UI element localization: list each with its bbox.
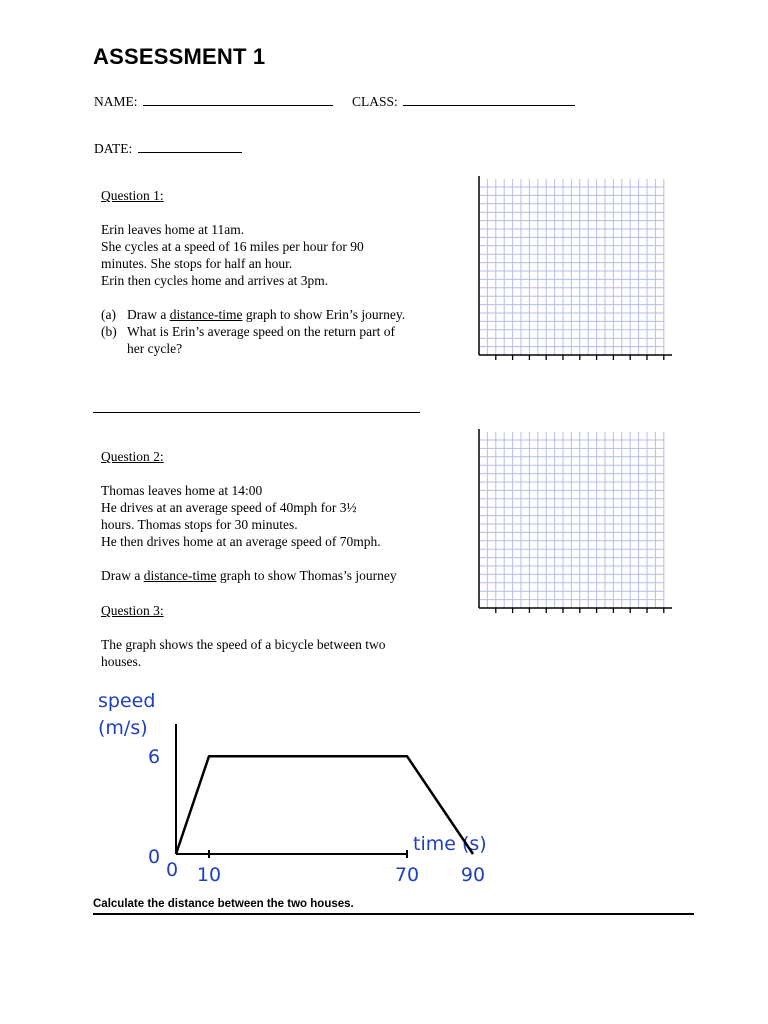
q1-part-a-label: (a) bbox=[101, 307, 116, 322]
q1-part-b-label: (b) bbox=[101, 324, 117, 339]
q2-instruction bbox=[101, 567, 471, 584]
question-2 bbox=[101, 448, 471, 584]
q1-part-a-post: graph to show Erin’s journey. bbox=[242, 307, 406, 322]
graph-paper-2[interactable] bbox=[474, 428, 676, 618]
date-field[interactable] bbox=[94, 141, 242, 157]
q1-part-b-line2: her cycle? bbox=[127, 341, 183, 356]
date-label: DATE: bbox=[94, 141, 133, 156]
x-tick-label: 90 bbox=[460, 864, 486, 886]
q3-line-1: The graph shows the speed of a bicycle between two bbox=[101, 637, 386, 652]
name-label: NAME: bbox=[94, 94, 138, 109]
question-3 bbox=[101, 602, 471, 670]
question-1 bbox=[101, 187, 471, 357]
answer-line[interactable] bbox=[93, 913, 694, 915]
y-axis-label-line1: speed bbox=[98, 690, 156, 712]
page-title: ASSESSMENT 1 bbox=[93, 44, 266, 69]
class-field[interactable] bbox=[352, 94, 575, 110]
x-tick-label: 10 bbox=[196, 864, 222, 886]
x-tick-label: 70 bbox=[394, 864, 420, 886]
q1-line: Erin then cycles home and arrives at 3pm. bbox=[101, 273, 329, 288]
date-line[interactable] bbox=[138, 151, 242, 153]
q2-line: He then drives home at an average speed of 70mph. bbox=[101, 534, 381, 549]
class-line[interactable] bbox=[403, 104, 575, 106]
section-divider bbox=[93, 412, 420, 413]
q1-line: Erin leaves home at 11am. bbox=[101, 222, 245, 237]
question-3-task: Calculate the distance between the two houses. bbox=[93, 898, 354, 910]
grid-lines bbox=[479, 432, 664, 608]
answer-grid-1[interactable] bbox=[474, 175, 676, 365]
y-origin-label: 0 bbox=[148, 846, 161, 868]
x-axis-label: time (s) bbox=[413, 833, 487, 855]
y-axis-label-line2: (m/s) bbox=[98, 717, 148, 739]
q1-part-a bbox=[101, 306, 471, 323]
class-label: CLASS: bbox=[352, 94, 398, 109]
q1-line: She cycles at a speed of 16 miles per hour for 90 bbox=[101, 239, 364, 254]
q2-draw-pre: Draw a bbox=[101, 568, 144, 583]
x-origin-label: 0 bbox=[166, 859, 179, 881]
y-tick-label: 6 bbox=[148, 746, 161, 769]
q2-line: Thomas leaves home at 14:00 bbox=[101, 483, 263, 498]
answer-grid-2[interactable] bbox=[474, 428, 676, 618]
question-3-heading: Question 3: bbox=[101, 603, 164, 618]
question-1-heading: Question 1: bbox=[101, 188, 164, 203]
q1-line: minutes. She stops for half an hour. bbox=[101, 256, 293, 271]
grid-lines bbox=[479, 179, 664, 355]
name-line[interactable] bbox=[143, 104, 333, 106]
q2-draw-post: graph to show Thomas’s journey bbox=[216, 568, 397, 583]
q2-line: He drives at an average speed of 40mph for 3½ bbox=[101, 500, 357, 515]
q3-line-2: houses. bbox=[101, 654, 142, 669]
question-2-heading: Question 2: bbox=[101, 449, 164, 464]
q2-line: hours. Thomas stops for 30 minutes. bbox=[101, 517, 298, 532]
q1-part-b-line1: What is Erin’s average speed on the return part of bbox=[127, 324, 396, 339]
q1-part-a-pre: Draw a bbox=[127, 307, 170, 322]
speed-time-chart bbox=[90, 680, 510, 890]
q1-part-b bbox=[101, 323, 471, 357]
q2-draw-term: distance-time bbox=[143, 568, 217, 583]
name-field[interactable] bbox=[94, 94, 333, 110]
q1-part-a-term: distance-time bbox=[169, 307, 243, 322]
graph-paper-1[interactable] bbox=[474, 175, 676, 365]
